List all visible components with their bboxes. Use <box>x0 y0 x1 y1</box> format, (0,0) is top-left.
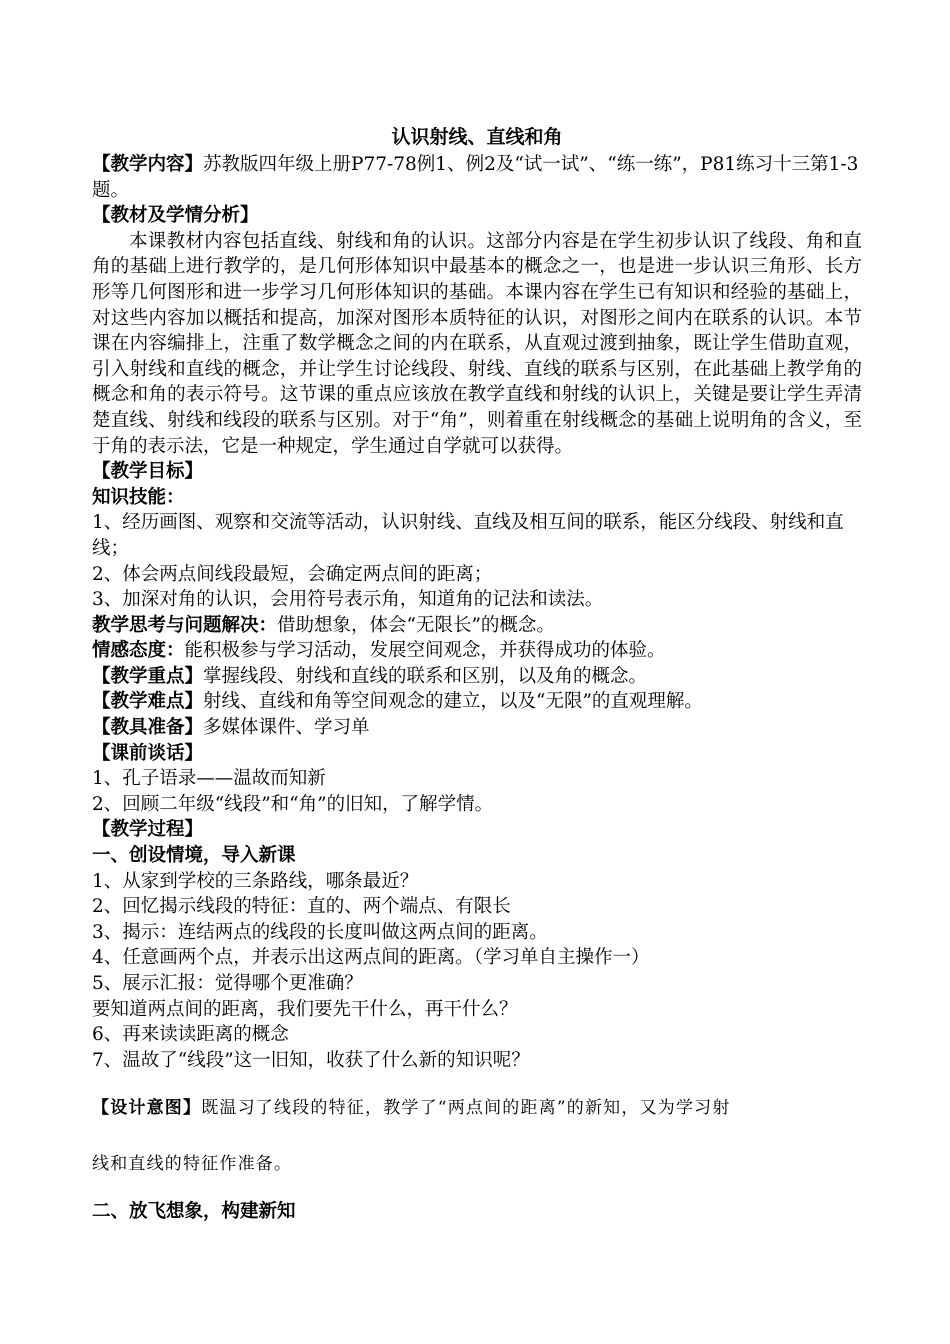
section1-item: 5、展示汇报：觉得哪个更准确？ <box>92 973 363 994</box>
section1-item: 4、任意画两个点，并表示出这两点间的距离。（学习单自主操作一） <box>92 947 650 969</box>
spacer <box>92 1177 862 1199</box>
content-paragraph <box>92 152 862 203</box>
skills-label: 知识技能： <box>92 486 185 508</box>
content-text: 苏教版四年级上册P77-78例1、例2及“试一试”、“练一练”，P81练习十三第1-3题。 <box>92 154 859 201</box>
document-page <box>92 124 862 1225</box>
pre-talk-label: 【课前谈话】 <box>92 742 204 764</box>
content-label: 【教学内容】 <box>92 154 204 175</box>
skill-item: 3、加深对角的认识，会用符号表示角，知道角的记法和读法。 <box>92 589 604 611</box>
emotion-paragraph <box>92 638 862 664</box>
section1-item: 3、揭示：连结两点的线段的长度叫做这两点间的距离。 <box>92 921 548 943</box>
design-text-1: 既温习了线段的特征，教学了“两点间的距离”的新知，又为学习射 <box>201 1098 731 1119</box>
spacer <box>92 1073 862 1095</box>
design-label: 【设计意图】 <box>92 1098 202 1119</box>
tools-text: 多媒体课件、学习单 <box>203 717 370 739</box>
process-label: 【教学过程】 <box>92 819 204 841</box>
analysis-label: 【教材及学情分析】 <box>92 205 259 227</box>
section1-item: 2、回忆揭示线段的特征：直的、两个端点、有限长 <box>92 896 511 918</box>
section1-item: 7、温故了“线段”这一旧知，收获了什么新的知识呢？ <box>92 1049 530 1071</box>
design-text-2: 线和直线的特征作准备。 <box>92 1154 293 1175</box>
key-points-label: 【教学重点】 <box>92 665 204 687</box>
skill-item: 1、经历画图、观察和交流等活动，认识射线、直线及相互间的联系，能区分线段、射线和直线； <box>92 512 844 559</box>
tools-label: 【教具准备】 <box>92 717 204 739</box>
section2-title: 二、放飞想象，构建新知 <box>92 1201 296 1223</box>
pre-talk-item: 2、回顾二年级“线段”和“角”的旧知，了解学情。 <box>92 793 494 815</box>
section1-item: 6、再来读读距离的概念 <box>92 1024 289 1046</box>
key-points-text: 掌握线段、射线和直线的联系和区别，以及角的概念。 <box>203 665 648 687</box>
skill-item: 2、体会两点间线段最短，会确定两点间的距离； <box>92 563 493 585</box>
thinking-paragraph <box>92 613 862 639</box>
emotion-text: 能积极参与学习活动，发展空间观念，并获得成功的体验。 <box>184 640 666 662</box>
section1-item: 要知道两点间的距离，我们要先干什么，再干什么？ <box>92 998 518 1020</box>
thinking-text: 借助想象，体会“无限长”的概念。 <box>277 614 555 636</box>
difficulties-paragraph <box>92 689 862 715</box>
thinking-label: 教学思考与问题解决： <box>92 614 278 636</box>
tools-paragraph <box>92 715 862 741</box>
pre-talk-item: 1、孔子语录——温故而知新 <box>92 768 326 790</box>
key-points-paragraph <box>92 664 862 690</box>
section1-item: 1、从家到学校的三条路线，哪条最近？ <box>92 870 419 892</box>
page-title: 认识射线、直线和角 <box>391 126 563 148</box>
goals-label: 【教学目标】 <box>92 461 204 483</box>
spacer <box>92 1121 862 1151</box>
difficulties-text: 射线、直线和角等空间观念的建立，以及“无限”的直观理解。 <box>203 691 703 713</box>
difficulties-label: 【教学难点】 <box>92 691 204 713</box>
emotion-label: 情感态度： <box>92 640 185 662</box>
design-paragraph <box>92 1095 862 1121</box>
analysis-text: 本课教材内容包括直线、射线和角的认识。这部分内容是在学生初步认识了线段、角和直角的基础上进行教学的，是几何形体知识中最基本的概念之一，也是进一步认识三角形、长方形等几何图形和进一步学习几何形体知识的基础。本课内容在学生已有知识和经验的基础上，对这些内容加以概括和提高，加深对图形本质特征的认识，对图形之间内在联系的认识。本节课在内容编排上，注重了数学概念之间的内在联系，从直观过渡到抽象，既让学生借助直观，引入射线和直线的概念，并让学生讨论线段、射线、直线的联系与区别，在此基础上教学角的概念和角的表示符号。这节课的重点应该放在教学直线和射线的认识上，关键是要让学生弄清楚直线、射线和线段的联系与区别。对于“角”，则着重在射线概念的基础上说明角的含义，至于角的表示法，它是一种规定，学生通过自学就可以获得。 <box>92 230 862 457</box>
section1-title: 一、创设情境，导入新课 <box>92 845 296 867</box>
